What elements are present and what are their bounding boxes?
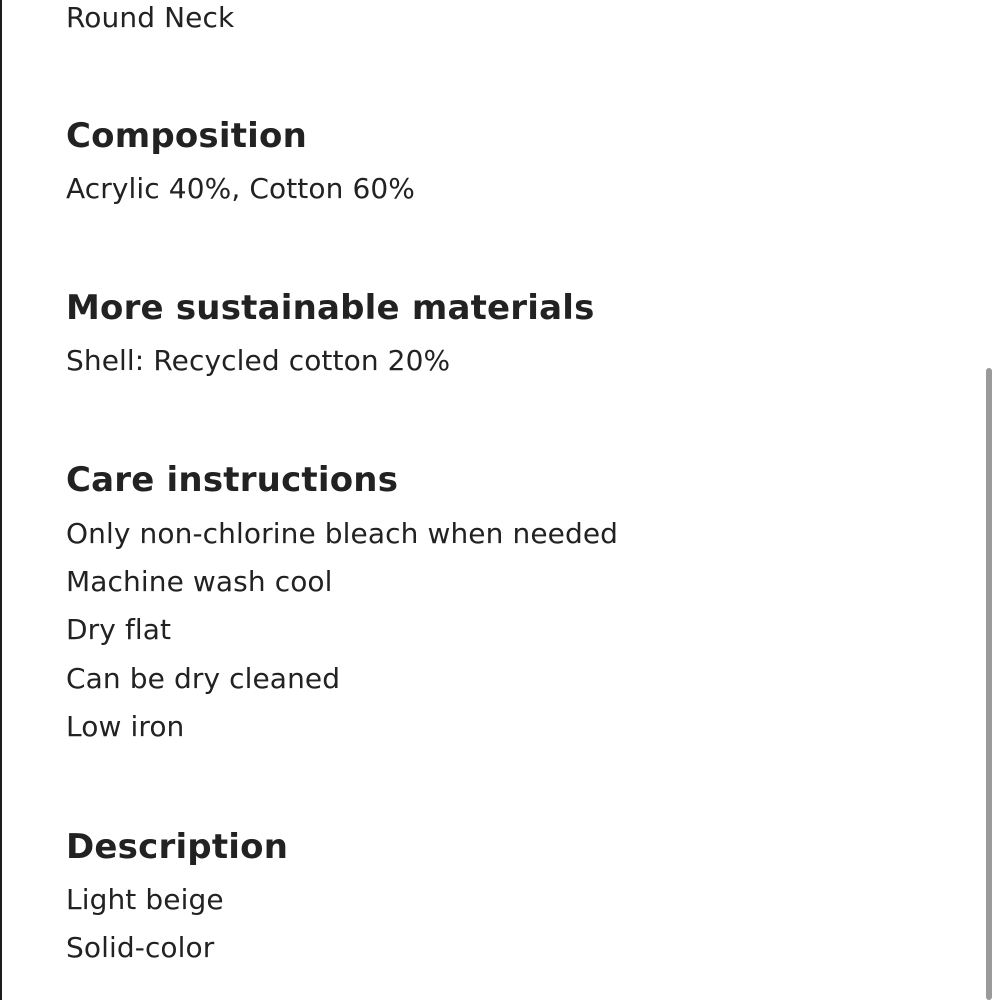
vertical-scrollbar-thumb[interactable]	[986, 368, 992, 1000]
care-instruction-item: Low iron	[66, 710, 185, 743]
description-heading: Description	[66, 827, 289, 867]
description-item: Light beige	[66, 883, 224, 916]
description-item: Solid-color	[66, 931, 215, 964]
composition-heading: Composition	[66, 116, 307, 156]
care-instruction-item: Dry flat	[66, 613, 172, 646]
care-instructions-heading: Care instructions	[66, 460, 399, 500]
composition-value: Acrylic 40%, Cotton 60%	[66, 172, 415, 205]
neckline-text: Round Neck	[66, 1, 235, 34]
care-instruction-item: Only non-chlorine bleach when needed	[66, 517, 619, 550]
sustainable-materials-heading: More sustainable materials	[66, 288, 595, 328]
care-instruction-item: Machine wash cool	[66, 565, 333, 598]
care-instruction-item: Can be dry cleaned	[66, 662, 341, 695]
sustainable-materials-value: Shell: Recycled cotton 20%	[66, 344, 451, 377]
left-edge-divider	[0, 0, 2, 1000]
